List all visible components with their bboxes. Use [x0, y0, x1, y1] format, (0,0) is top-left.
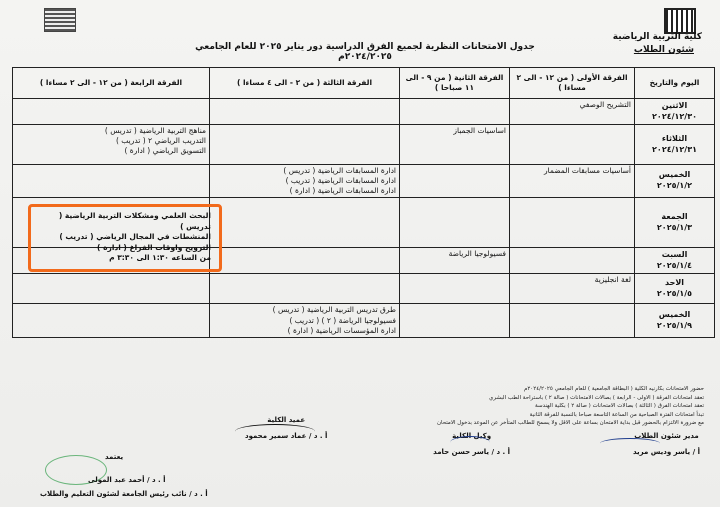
day-date: ٢٠٢٥/١/٩	[656, 320, 693, 330]
signature-title: عميد الكلية	[267, 416, 306, 424]
exam-cell	[400, 248, 510, 274]
exam-cell	[210, 125, 400, 165]
university-logo	[44, 8, 76, 32]
exam-subject: مناهج التربية الرياضية ( تدريس )	[104, 126, 206, 135]
day-cell	[635, 165, 715, 198]
day-date: ٢٠٢٥/١/٣	[656, 222, 693, 232]
exam-cell	[13, 125, 210, 165]
table-row	[13, 165, 715, 198]
exam-subject: طرق تدريس التربية الرياضية ( تدريس )	[272, 305, 396, 315]
exam-cell	[400, 165, 510, 198]
table-row	[13, 304, 715, 338]
day-cell	[635, 198, 715, 248]
exam-cell	[400, 99, 510, 125]
exam-subject: ادارة المسابقات الرياضية ( ادارة )	[289, 186, 396, 196]
exam-subject: ادارة المسابقات الرياضية ( تدريس )	[283, 166, 396, 175]
exam-cell	[210, 198, 400, 248]
dept-name: شئون الطلاب	[633, 45, 694, 55]
signature-name: أ . د / أحمد عبد المولى	[88, 476, 166, 484]
signature-title: مدير شئون الطلاب	[634, 432, 699, 440]
exam-subject: أساسيات مسابقات المضمار	[544, 166, 631, 175]
day-cell	[635, 99, 715, 125]
exam-subject: التدريب الرياضي ٢ ( تدريب )	[115, 136, 206, 146]
exam-subject: التسويق الرياضي ( ادارة )	[124, 146, 206, 156]
day-name: الاحد	[664, 278, 685, 288]
signature-name: أ . د / ياسر حسن حامد	[433, 448, 510, 456]
exam-subject: التشريح الوصفي	[579, 100, 631, 109]
day-name: الجمعة	[661, 212, 688, 222]
exam-cell	[400, 198, 510, 248]
signature-scribble	[450, 436, 490, 449]
note-line: تعقد امتحانات الفرق ( الثالثة ) بصالات الامتحانات ( صالة ٢ ) بكلية الهندسة	[535, 403, 704, 410]
faculty-logo	[664, 8, 696, 34]
day-name: الاثنين	[661, 100, 688, 110]
signature-scribble	[600, 438, 660, 449]
exam-cell	[13, 304, 210, 338]
day-date: ٢٠٢٤/١٢/٣٠	[652, 111, 697, 121]
day-name: الخميس	[658, 310, 691, 320]
exam-cell	[400, 304, 510, 338]
exam-cell	[13, 99, 210, 125]
note-line: تعقد امتحانات الفرقة ( الاولى - الرابعة ) بصالات الامتحانات ( صالة ٢ ) باستراحة الطب البشري	[489, 394, 704, 401]
exam-table	[12, 67, 715, 338]
highlight-line: المنشطات في المجال الرياضي ( تدريب )	[59, 232, 211, 241]
exam-cell	[13, 274, 210, 304]
day-date: ٢٠٢٥/١/٤	[656, 260, 693, 270]
day-cell	[635, 125, 715, 165]
exam-subject: ادارة المسابقات الرياضية ( تدريب )	[285, 176, 396, 186]
day-name: السبت	[661, 250, 688, 260]
col-header-fourth: الفرقة الرابعة ( من ١٢ - الى ٢ مساءا )	[13, 68, 210, 99]
signature-title: وكيل الكلية	[452, 432, 492, 440]
exam-cell	[210, 304, 400, 338]
day-date: ٢٠٢٥/١/٢	[656, 181, 693, 191]
exam-cell	[400, 125, 510, 165]
signature-name: أ / ياسر وديس مريد	[632, 448, 700, 456]
signature-title: أ . د / نائب رئيس الجامعة لشئون التعليم والطلاب	[40, 490, 208, 498]
table-row	[13, 125, 715, 165]
day-cell	[635, 248, 715, 274]
exam-cell	[510, 165, 635, 198]
exam-cell	[210, 274, 400, 304]
exam-cell	[210, 248, 400, 274]
day-cell	[635, 274, 715, 304]
signature-name: أ . د / عماد سمير محمود	[245, 432, 328, 440]
table-header-row	[13, 68, 715, 99]
exam-cell	[510, 125, 635, 165]
col-header-third: الفرقة الثالثة ( من ٢ - الى ٤ مساءا )	[210, 68, 400, 99]
highlighted-exam	[36, 211, 211, 264]
faculty-name: كلية التربية الرياضية	[612, 32, 702, 42]
day-name: الثلاثاء	[661, 133, 688, 143]
table-row	[13, 99, 715, 125]
day-name: الخميس	[658, 170, 691, 180]
exam-subject: ادارة المؤسسات الرياضية ( ادارة )	[287, 325, 396, 335]
col-header-day: اليوم والتاريخ	[635, 68, 715, 99]
approve-label: يعتمد	[105, 453, 124, 461]
col-header-first: الفرقة الأولى ( من ١٢ - الى ٢ مساءا )	[510, 68, 635, 99]
exam-cell	[210, 99, 400, 125]
exam-cell	[510, 304, 635, 338]
table-row	[13, 274, 715, 304]
exam-subject: فسيولوجيا الرياضة ( ٢ ) ( تدريب )	[289, 315, 396, 325]
exam-cell	[510, 99, 635, 125]
exam-subject: فسيولوجيا الرياضة	[448, 249, 506, 259]
highlight-line: الترويح واوقات الفراغ ( ادارة )	[97, 242, 211, 252]
note-line: تبدأ امتحانات الفترة الصباحية من الساعة التاسعة صباحا بالنسبة للفرقة الثانية	[529, 411, 704, 418]
exam-cell	[13, 165, 210, 198]
highlight-line: البحث العلمي ومشكلات التربية الرياضية ( تدريس )	[58, 211, 211, 231]
exam-cell	[510, 274, 635, 304]
exam-subject: لغة انجليزية	[594, 275, 631, 285]
exam-subject: اساسيات الجمباز	[453, 126, 506, 135]
day-date: ٢٠٢٥/١/٥	[656, 288, 693, 298]
exam-cell	[510, 198, 635, 248]
note-line: حضور الامتحانات بكارنيه الكلية ( البطاقة الجامعية ) للعام الجامعي ٢٠٢٤/٢٠٢٥م	[523, 386, 704, 392]
col-header-second: الفرقة الثانية ( من ٩ - الى ١١ صباحا )	[400, 68, 510, 99]
highlight-line: من الساعه ١:٣٠ الى ٣:٣٠ م	[109, 253, 211, 262]
day-date: ٢٠٢٤/١٢/٣١	[652, 144, 697, 154]
note-line: مع ضرورة الالتزام بالحضور قبل بداية الامتحان بساعة على الاقل ولا يسمح للطالب المتأخر عن الموعد بدخول الامتحان	[437, 420, 704, 427]
signature-scribble	[235, 424, 315, 439]
day-cell	[635, 304, 715, 338]
exam-cell	[510, 248, 635, 274]
exam-cell	[210, 165, 400, 198]
page-title: جدول الامتحانات النظرية لجميع الفرق الدراسية دور يناير ٢٠٢٥ للعام الجامعي ٢٠٢٤/٢٠٢٥م	[195, 42, 535, 62]
exam-cell	[400, 274, 510, 304]
